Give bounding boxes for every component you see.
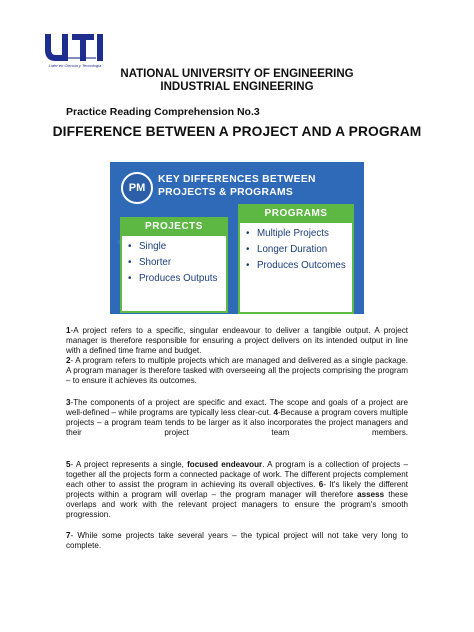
point-number: 3 [66,398,71,407]
faculty-name: INDUSTRIAL ENGINEERING [160,81,314,93]
bullet-icon: • [128,273,132,284]
point-text: - A project represents a single, [70,460,188,469]
document-title: DIFFERENCE BETWEEN A PROJECT AND A PROGRAM [52,124,422,139]
point-text: -Because a program covers multiple projects – a program team tends to be larger as it also incorporates the project managers and their project team members. [66,408,408,438]
infographic-title-line1: KEY DIFFERENCES BETWEEN [158,174,316,185]
point-number: 6 [318,480,324,490]
university-name: NATIONAL UNIVERSITY OF ENGINEERING [120,68,354,80]
paragraph-1-2 [66,326,408,387]
bold-phrase: focused endeavour [187,460,263,469]
bullet-icon: • [246,244,250,255]
point-number: 2 [66,356,71,366]
point-number: 5 [66,460,71,469]
bold-phrase: assess [357,490,385,500]
point-text: - It's likely the different projects within a program will overlap – the program manager will therefore [66,480,408,500]
point-text: . A program is a collection of projects – together all the projects form a connected package of work. The different projects complement each other to assist the program in achieving its overall objectives. [66,460,409,490]
programs-card [238,204,354,314]
projects-heading: PROJECTS [120,217,228,236]
key-differences-infographic [110,162,364,314]
infographic-title-line2: PROJECTS & PROGRAMS [158,187,293,198]
list-item: • Shorter [128,257,172,268]
university-logo [42,30,108,72]
list-item: • Longer Duration [246,244,328,255]
practice-title: Practice Reading Comprehension No.3 [66,106,260,118]
bullet-icon: • [128,257,132,268]
pm-badge: PM [121,172,153,204]
paragraph-7 [66,531,408,551]
point-text: - A program refers to multiple projects which are managed and delivered as a single package. A program manager is therefore tasked with overseeing all the projects comprising the program – to ensure it achieves its outcomes. [66,356,408,386]
logo-caption: Líder en Ciencia y Tecnología [48,63,102,68]
projects-card [120,217,228,313]
bullet-icon: • [128,241,132,252]
point-number: 7 [66,531,71,540]
list-item: • Multiple Projects [246,228,329,239]
point-text: these overlaps and work with the relevant project managers to ensure the program's smooth progression. [66,490,408,520]
point-number: 4 [273,408,278,418]
infographic-title [158,173,316,199]
list-item: • Produces Outputs [128,273,218,284]
programs-list [246,228,346,276]
unit-logo-mark [42,30,108,64]
bullet-icon: • [246,228,250,239]
programs-heading: PROGRAMS [238,204,354,223]
bullet-icon: • [246,260,250,271]
point-text: -The components of a project are specific and exact. The scope and goals of a project are well-defined – while programs are typically less clear-cut. [66,398,408,418]
list-item: • Produces Outcomes [246,260,346,271]
projects-list [128,241,217,289]
paragraph-3-4 [66,398,408,438]
point-number: 1 [66,326,71,335]
list-item: • Single [128,241,167,252]
point-text: -A project refers to a specific, singular endeavour to deliver a tangible output. A project manager is therefore responsible for ensuring a project delivers on its intended output in line with a defined time frame and budget. [66,326,408,356]
paragraph-5-6 [66,460,408,521]
point-text: - While some projects take several years – the typical project will not take very long to complete. [66,531,408,551]
